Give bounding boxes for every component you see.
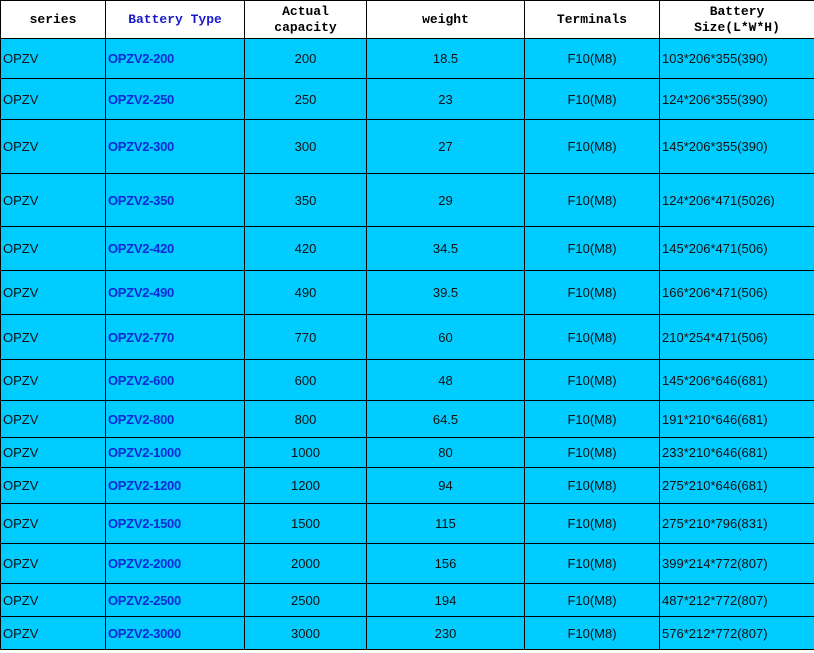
header-row — [1, 1, 814, 39]
cell-battery-type: OPZV2-250 — [106, 79, 245, 120]
table-row — [1, 174, 814, 227]
cell-terminals: F10(M8) — [525, 174, 660, 227]
cell-capacity: 250 — [245, 79, 367, 120]
table-row — [1, 315, 814, 360]
cell-weight: 48 — [367, 360, 525, 401]
cell-terminals: F10(M8) — [525, 617, 660, 650]
cell-battery-type: OPZV2-770 — [106, 315, 245, 360]
cell-size: 166*206*471(506) — [660, 271, 814, 315]
cell-size: 275*210*646(681) — [660, 468, 814, 504]
cell-size: 233*210*646(681) — [660, 438, 814, 468]
cell-battery-type: OPZV2-2500 — [106, 584, 245, 617]
table-row — [1, 544, 814, 584]
cell-battery-type: OPZV2-800 — [106, 401, 245, 438]
cell-series: OPZV — [1, 315, 106, 360]
cell-battery-type: OPZV2-350 — [106, 174, 245, 227]
cell-weight: 18.5 — [367, 39, 525, 79]
cell-series: OPZV — [1, 544, 106, 584]
cell-terminals: F10(M8) — [525, 39, 660, 79]
cell-battery-type: OPZV2-490 — [106, 271, 245, 315]
table-row — [1, 39, 814, 79]
table-row — [1, 584, 814, 617]
cell-terminals: F10(M8) — [525, 504, 660, 544]
cell-battery-type: OPZV2-2000 — [106, 544, 245, 584]
cell-size: 124*206*355(390) — [660, 79, 814, 120]
cell-weight: 34.5 — [367, 227, 525, 271]
cell-battery-type: OPZV2-1200 — [106, 468, 245, 504]
table-row — [1, 438, 814, 468]
table-row — [1, 79, 814, 120]
cell-series: OPZV — [1, 401, 106, 438]
cell-capacity: 1500 — [245, 504, 367, 544]
cell-weight: 156 — [367, 544, 525, 584]
header-battery-size — [660, 1, 814, 39]
cell-size: 275*210*796(831) — [660, 504, 814, 544]
cell-battery-type: OPZV2-200 — [106, 39, 245, 79]
cell-capacity: 420 — [245, 227, 367, 271]
cell-capacity: 350 — [245, 174, 367, 227]
cell-weight: 194 — [367, 584, 525, 617]
cell-terminals: F10(M8) — [525, 227, 660, 271]
cell-size: 145*206*646(681) — [660, 360, 814, 401]
cell-weight: 39.5 — [367, 271, 525, 315]
cell-weight: 64.5 — [367, 401, 525, 438]
cell-series: OPZV — [1, 468, 106, 504]
cell-capacity: 1000 — [245, 438, 367, 468]
cell-series: OPZV — [1, 584, 106, 617]
cell-series: OPZV — [1, 227, 106, 271]
table-row — [1, 401, 814, 438]
cell-size: 145*206*355(390) — [660, 120, 814, 174]
cell-capacity: 200 — [245, 39, 367, 79]
cell-size: 576*212*772(807) — [660, 617, 814, 650]
header-series: series — [1, 1, 106, 39]
cell-series: OPZV — [1, 271, 106, 315]
cell-series: OPZV — [1, 617, 106, 650]
cell-weight: 230 — [367, 617, 525, 650]
cell-series: OPZV — [1, 438, 106, 468]
cell-terminals: F10(M8) — [525, 584, 660, 617]
cell-battery-type: OPZV2-420 — [106, 227, 245, 271]
cell-series: OPZV — [1, 79, 106, 120]
cell-battery-type: OPZV2-1000 — [106, 438, 245, 468]
cell-size: 210*254*471(506) — [660, 315, 814, 360]
cell-size: 191*210*646(681) — [660, 401, 814, 438]
cell-size: 124*206*471(5026) — [660, 174, 814, 227]
cell-battery-type: OPZV2-1500 — [106, 504, 245, 544]
table-row — [1, 617, 814, 650]
cell-weight: 27 — [367, 120, 525, 174]
cell-terminals: F10(M8) — [525, 360, 660, 401]
table-row — [1, 468, 814, 504]
cell-terminals: F10(M8) — [525, 315, 660, 360]
cell-capacity: 300 — [245, 120, 367, 174]
header-size-line2: Size(L*W*H) — [694, 19, 780, 35]
header-actual-capacity — [245, 1, 367, 39]
header-weight: weight — [367, 1, 525, 39]
cell-capacity: 3000 — [245, 617, 367, 650]
cell-series: OPZV — [1, 174, 106, 227]
cell-size: 399*214*772(807) — [660, 544, 814, 584]
cell-terminals: F10(M8) — [525, 120, 660, 174]
cell-series: OPZV — [1, 120, 106, 174]
header-size-line1: Battery — [709, 3, 765, 19]
cell-capacity: 490 — [245, 271, 367, 315]
cell-capacity: 800 — [245, 401, 367, 438]
cell-weight: 94 — [367, 468, 525, 504]
cell-capacity: 1200 — [245, 468, 367, 504]
cell-size: 145*206*471(506) — [660, 227, 814, 271]
cell-battery-type: OPZV2-3000 — [106, 617, 245, 650]
cell-terminals: F10(M8) — [525, 79, 660, 120]
cell-size: 103*206*355(390) — [660, 39, 814, 79]
header-capacity-line2: capacity — [274, 19, 337, 35]
cell-weight: 115 — [367, 504, 525, 544]
cell-weight: 80 — [367, 438, 525, 468]
cell-terminals: F10(M8) — [525, 438, 660, 468]
cell-capacity: 2500 — [245, 584, 367, 617]
cell-series: OPZV — [1, 504, 106, 544]
cell-series: OPZV — [1, 360, 106, 401]
cell-weight: 60 — [367, 315, 525, 360]
cell-terminals: F10(M8) — [525, 544, 660, 584]
table-row — [1, 504, 814, 544]
cell-terminals: F10(M8) — [525, 401, 660, 438]
cell-terminals: F10(M8) — [525, 468, 660, 504]
table-row — [1, 271, 814, 315]
table-row — [1, 227, 814, 271]
cell-battery-type: OPZV2-300 — [106, 120, 245, 174]
cell-capacity: 600 — [245, 360, 367, 401]
cell-terminals: F10(M8) — [525, 271, 660, 315]
header-terminals: Terminals — [525, 1, 660, 39]
header-capacity-line1: Actual — [282, 3, 329, 19]
cell-capacity: 770 — [245, 315, 367, 360]
cell-weight: 29 — [367, 174, 525, 227]
header-battery-type: Battery Type — [106, 1, 245, 39]
cell-capacity: 2000 — [245, 544, 367, 584]
cell-series: OPZV — [1, 39, 106, 79]
cell-size: 487*212*772(807) — [660, 584, 814, 617]
table-row — [1, 120, 814, 174]
cell-weight: 23 — [367, 79, 525, 120]
table-row — [1, 360, 814, 401]
cell-battery-type: OPZV2-600 — [106, 360, 245, 401]
